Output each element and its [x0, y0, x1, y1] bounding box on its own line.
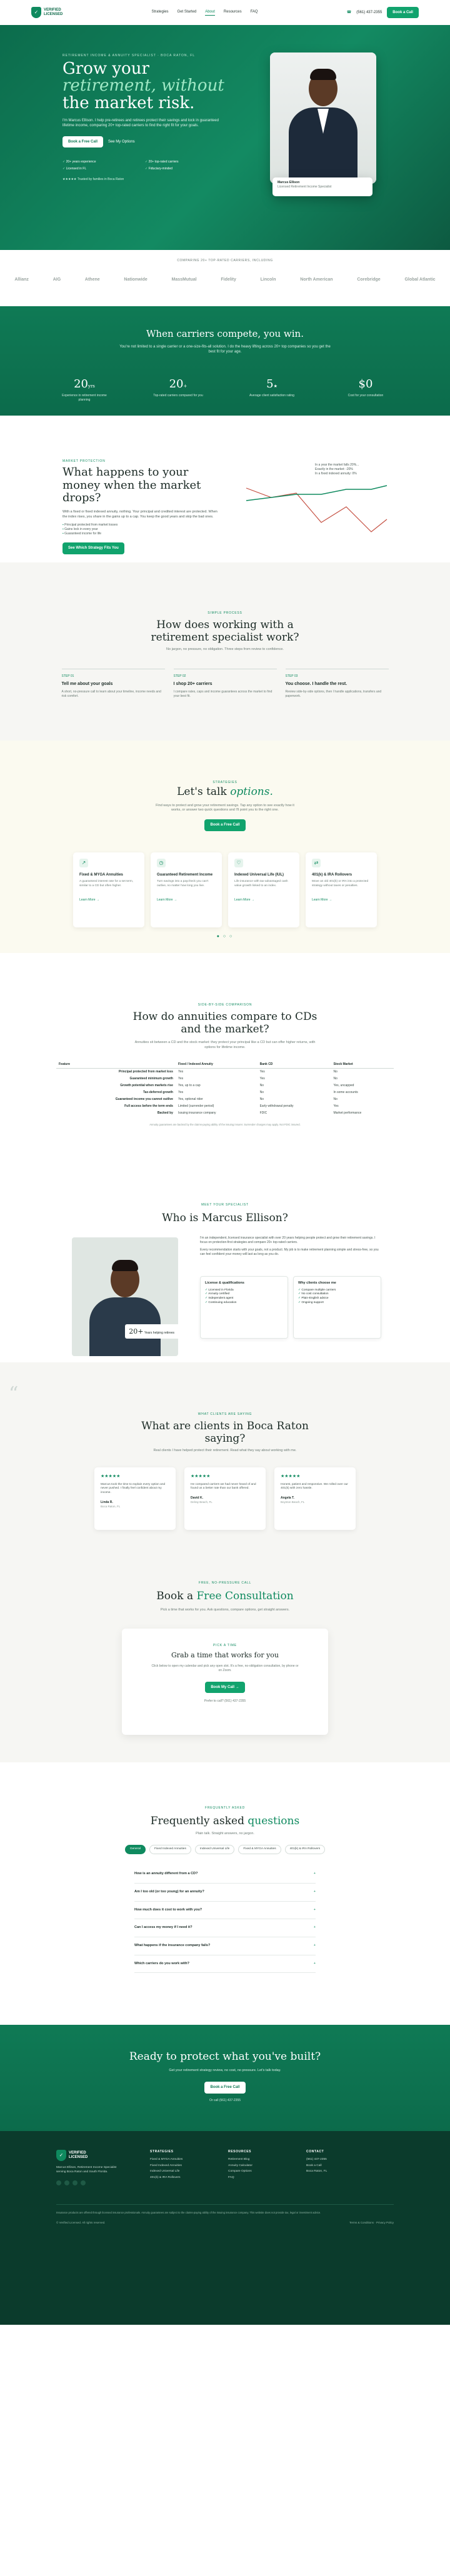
- testimonials-title: What are clients in Boca Raton saying?: [141, 1420, 309, 1445]
- trend-up-icon: ↗: [79, 859, 88, 867]
- options-book-button[interactable]: Book a Free Call: [204, 819, 245, 831]
- faq-item[interactable]: Am I too old (or too young) for an annuity? +: [134, 1884, 316, 1902]
- market-drop-section: [0, 416, 450, 562]
- faq-sub: Plain talk. Straight answers, no jargon.: [196, 1831, 254, 1835]
- hero-check-item: ✓ Licensed in FL: [62, 167, 136, 171]
- testimonial-card: ★★★★★ He compared carriers we had never heard of and found us a better rate than our bank offered. David K. Delray Beach, FL: [184, 1467, 266, 1530]
- footer-col-resources: RESOURCES Retirement Blog Annuity Calculator Compare Options FAQ: [228, 2150, 252, 2180]
- step-item: STEP 03 You choose. I handle the rest. Review side-by-side options, then I handle applications, transfers and paperwork.: [286, 669, 389, 699]
- carrier-logo: Corebridge: [357, 277, 381, 282]
- table-row: Backed by Issuing insurance company FDIC Market performance: [157, 1111, 362, 1116]
- testimonial-card: ★★★★★ Honest, patient and responsive. We rolled over our 401(k) with zero hassle. Angela T. Boynton Beach, FL: [274, 1467, 356, 1530]
- plus-icon: +: [313, 1872, 316, 1876]
- brand-line-1: VERIFIED: [44, 8, 61, 12]
- nav-link-faq[interactable]: FAQ: [250, 10, 258, 14]
- instagram-icon[interactable]: [72, 2180, 78, 2185]
- option-card[interactable]: ♡ Indexed Universal Life (IUL) Life insurance with tax-advantaged cash value growth linked to an index. Learn More →: [228, 852, 299, 927]
- badge-name: Marcus Ellison: [278, 181, 300, 184]
- nav-book-button[interactable]: Book a Call: [387, 7, 419, 18]
- footer-copyright: © Verified Licensed. All rights reserved.: [56, 2221, 106, 2225]
- about-text: I'm an independent, licensed insurance specialist with over 20 years helping people protect and grow their retirement savings. I focus on protection-first strategies and compare 20+ top-rated carriers. Every recommendation starts with your goals, not a product. My job is to make retirement planning simple and stress-free, so you can feel confident your money will last as long as you do.: [200, 1236, 379, 1256]
- compare-disclaimer: Annuity guarantees are backed by the claims-paying ability of the issuing insurer. Surrender charges may apply. Not FDIC insured.: [149, 1123, 301, 1127]
- about-title: Who is Marcus Ellison?: [162, 1212, 288, 1224]
- learn-more-link[interactable]: Learn More →: [234, 898, 254, 902]
- footer-legal: Insurance products are offered through licensed insurance professionals. Annuity guarantees are subject to the claims-paying ability of the issuing insurance company. This website does not provide tax, legal or investment advice.: [56, 2211, 321, 2215]
- options-title: Let's talk options.: [177, 786, 273, 798]
- faq-eyebrow: FREQUENTLY ASKED: [204, 1806, 246, 1810]
- table-row: Full access before the term ends Limited (surrender period) Early withdrawal penalty Yes: [124, 1104, 339, 1109]
- faq-title: Frequently asked questions: [150, 1815, 300, 1827]
- portrait-badge: [272, 177, 372, 196]
- facebook-icon[interactable]: [56, 2180, 61, 2185]
- heart-icon: ♡: [234, 859, 243, 867]
- footer-about: Marcus Ellison, Retirement Income Specialist serving Boca Raton and South Florida.: [56, 2166, 117, 2174]
- how-title: How does working with a retirement specialist work?: [151, 619, 299, 644]
- booking-phone[interactable]: Prefer to call? (561) 437-2355: [204, 1699, 246, 1704]
- hero-title: Grow your retirement, without the market risk.: [62, 59, 224, 112]
- nav-link-about[interactable]: About: [205, 9, 215, 15]
- carrier-logo: Athene: [84, 277, 100, 282]
- book-section: [0, 1556, 450, 1762]
- book-sub: Pick a time that works for you. Ask questions, compare options, get straight answers.: [160, 1607, 290, 1612]
- faq-section: [0, 1762, 450, 2025]
- stat-item: $0 Cost for your consultation: [348, 377, 384, 397]
- learn-more-link[interactable]: Learn More →: [312, 898, 332, 902]
- table-row: Growth potential when markets rise Yes, up to a cap No Yes, uncapped: [120, 1084, 354, 1088]
- about-eyebrow: MEET YOUR SPECIALIST: [201, 1203, 249, 1207]
- learn-more-link[interactable]: Learn More →: [157, 898, 177, 902]
- learn-more-link[interactable]: Learn More →: [79, 898, 99, 902]
- qualifications-box: License & qualifications ✓ Licensed in Florida ✓ Annuity certified ✓ Independent agent ✓ Continuing education: [200, 1276, 288, 1339]
- market-drop-illustration: In a year the market falls 20%... Exactly in the market: -20% In a fixed indexed annuity: 0%: [240, 463, 390, 547]
- hero-lead: I'm Marcus Ellison. I help pre-retirees and retirees protect their savings and lock in guaranteed lifetime income, comparing 20+ top-rated carriers to find the right fit for your goals.: [62, 118, 219, 128]
- booking-card-title: Grab a time that works for you: [171, 1651, 279, 1660]
- plus-icon: +: [313, 1925, 316, 1930]
- clock-icon: ◷: [157, 859, 166, 867]
- book-my-call-button[interactable]: Book My Call →: [205, 1682, 244, 1693]
- compare-title: How do annuities compare to CDs and the market?: [132, 1011, 318, 1036]
- how-eyebrow: SIMPLE PROCESS: [208, 611, 242, 615]
- hero-portrait-card: [270, 52, 376, 202]
- hero-options-link[interactable]: See My Options: [108, 139, 135, 144]
- options-sub: Find ways to protect and grow your retirement savings. Tap any option to see exactly how it works, or answer two quick questions and I'll point you to the right one.: [156, 803, 294, 812]
- shield-check-icon: ✓: [56, 2150, 66, 2161]
- stat-item: 20yrs Experience in retirement income planning: [62, 377, 107, 402]
- drop-eyebrow: MARKET PROTECTION: [62, 459, 106, 463]
- testimonials-section: [0, 1362, 450, 1556]
- stat-item: 20+ Top-rated carriers compared for you: [153, 377, 203, 397]
- nav-link-get-started[interactable]: Get Started: [177, 10, 197, 14]
- carrier-logo: Global Atlantic: [404, 277, 436, 282]
- table-row: Guaranteed income you cannot outlive Yes, optional rider No No: [115, 1097, 338, 1102]
- ready-book-button[interactable]: Book a Free Call: [204, 2082, 245, 2093]
- phone-icon: ☎: [346, 10, 352, 14]
- option-card[interactable]: ↗ Fixed & MYGA Annuities A guaranteed interest rate for a set term, similar to a CD but often higher. Learn More →: [73, 852, 144, 927]
- footer-col-contact: CONTACT (561) 437-2355 Book a Call Boca Raton, FL: [306, 2150, 328, 2174]
- carriers-label: COMPARING 20+ TOP-RATED CARRIERS, INCLUDING: [177, 259, 273, 262]
- top-nav: [0, 0, 450, 25]
- social-links: [56, 2180, 125, 2185]
- stat-item: 5★ Average client satisfaction rating: [249, 377, 294, 397]
- option-card[interactable]: ◷ Guaranteed Retirement Income Turn savings into a paycheck you can't outlive, no matter how long you live. Learn More →: [151, 852, 222, 927]
- hero-check-item: ✓ 20+ top-rated carriers: [145, 160, 219, 164]
- plus-icon: +: [313, 1889, 316, 1894]
- book-eyebrow: FREE, NO-PRESSURE CALL: [198, 1581, 252, 1585]
- quote-mark-icon: “: [9, 1383, 19, 1405]
- faq-item[interactable]: How is an annuity different from a CD? +: [134, 1865, 316, 1884]
- table-header-row: Feature Fixed / Indexed Annuity Bank CD Stock Market: [56, 1061, 394, 1069]
- drop-text: With a fixed or fixed indexed annuity, nothing. Your principal and credited interest are protected. When the index rises, you share in the gains up to a cap. You keep the good years and skip the bad ones.: [62, 510, 218, 519]
- hero-check-item: ✓ 20+ years experience: [62, 160, 136, 164]
- footer: [0, 2131, 450, 2325]
- how-it-works-section: [0, 562, 450, 741]
- faq-item[interactable]: Which carriers do you work with? +: [134, 1955, 316, 1974]
- step-item: STEP 01 Tell me about your goals A short, no-pressure call to learn about your timeline, income needs and risk comfort.: [62, 669, 165, 699]
- brand-logo[interactable]: [31, 7, 62, 18]
- about-section: [0, 1156, 450, 1362]
- brand-line-2: LICENSED: [44, 12, 63, 16]
- carrier-logo: Nationwide: [124, 277, 148, 282]
- hero-section: [0, 25, 450, 250]
- specialist-photo: [72, 1237, 178, 1356]
- plus-icon: +: [313, 1961, 316, 1965]
- stats-text: You're not limited to a single carrier or a one-size-fits-all solution. I do the heavy lifting across 20+ top companies so you get the best fit for your age.: [119, 345, 331, 354]
- testimonial-card: ★★★★★ Marcus took the time to explain every option and never pushed. I finally feel confident about my income. Linda R. Boca Raton, FL: [94, 1467, 176, 1530]
- star-rating-icon: ★★★★★: [281, 1474, 301, 1479]
- table-row: Guaranteed minimum growth Yes Yes No: [129, 1077, 338, 1081]
- drop-bullets: ▪ Principal protected from market losses ▪ Gains lock in every year ▪ Guaranteed income for life: [62, 523, 450, 536]
- table-row: Principal protected from market loss Yes Yes No: [118, 1070, 338, 1074]
- ready-text: Get your retirement strategy review, no cost, no pressure. Let's talk today.: [169, 2068, 281, 2072]
- compare-sub: Annuities sit between a CD and the stock market: they protect your principal like a CD but can offer higher returns, with options for lifetime income.: [134, 1041, 316, 1049]
- plus-icon: +: [313, 1943, 316, 1947]
- compare-section: [0, 953, 450, 1156]
- faq-tab[interactable]: Indexed Universal Life: [195, 1845, 234, 1854]
- plus-icon: +: [313, 1907, 316, 1912]
- options-section: [0, 741, 450, 953]
- footer-divider: [56, 2204, 394, 2205]
- footer-brand: ✓ VERIFIED LICENSED Marcus Ellison, Retirement Income Specialist serving Boca Raton and South Florida.: [56, 2150, 125, 2185]
- faq-tabs: [0, 1845, 450, 1854]
- nav-phone[interactable]: (561) 437-2355: [356, 10, 382, 14]
- hero-check-item: ✓ Fiduciary-minded: [145, 167, 219, 171]
- badge-role: Licensed Retirement Income Specialist: [278, 185, 332, 189]
- stats-section: [0, 306, 450, 416]
- hero-rating: ★★★★★ Trusted by families in Boca Raton: [62, 177, 124, 182]
- step-item: STEP 02 I shop 20+ carriers I compare rates, caps and income guarantees across the market to find your best fit.: [174, 669, 277, 699]
- faq-item[interactable]: How much does it cost to work with you? +: [134, 1902, 316, 1920]
- testimonials-sub: Real clients I have helped protect their retirement. Read what they say about working with me.: [153, 1449, 297, 1453]
- option-card[interactable]: ⇄ 401(k) & IRA Rollovers Move an old 401(k) or IRA into a protected strategy without taxes or penalties. Learn More →: [306, 852, 377, 927]
- ready-phone[interactable]: Or call (561) 437-2355: [209, 2098, 241, 2102]
- carriers-section: [0, 250, 450, 306]
- book-title: Book a Free Consultation: [156, 1590, 294, 1602]
- carrier-logo: North American: [300, 277, 333, 282]
- nav-links: [152, 9, 258, 15]
- ready-title: Ready to protect what you've built?: [129, 2050, 321, 2063]
- stats-title: When carriers compete, you win.: [146, 328, 304, 339]
- how-sub: No jargon, no pressure, no obligation. Three steps from review to confidence.: [166, 647, 284, 652]
- star-rating-icon: ★★★★★: [191, 1474, 211, 1479]
- hero-book-button[interactable]: Book a Free Call: [62, 136, 103, 147]
- carrier-logo: Fidelity: [221, 277, 236, 282]
- years-badge: 20+ Years helping retirees: [125, 1324, 178, 1339]
- shield-check-icon: ✓: [31, 7, 41, 18]
- transfer-icon: ⇄: [312, 859, 321, 867]
- drop-strategy-button[interactable]: See Which Strategy Fits You: [62, 542, 124, 554]
- ready-cta-section: [0, 2025, 450, 2131]
- linkedin-icon[interactable]: [64, 2180, 69, 2185]
- booking-card: PICK A TIME Grab a time that works for you Click below to open my calendar and pick any open slot. It's a free, no-obligation consultation, by phone or on Zoom. Book My Call → Prefer to call? (561) 437-2355: [122, 1629, 328, 1735]
- comparison-table: [56, 1061, 394, 1117]
- hero-checks: [62, 160, 219, 171]
- options-eyebrow: STRATEGIES: [212, 781, 238, 784]
- nav-link-strategies[interactable]: Strategies: [151, 10, 169, 14]
- hero-eyebrow: RETIREMENT INCOME & ANNUITY SPECIALIST · BOCA RATON, FL: [62, 54, 196, 57]
- footer-col-strategies: STRATEGIES Fixed & MYGA Annuities Fixed Indexed Annuities Indexed Universal Life 401(k) & IRA Rollovers: [150, 2150, 183, 2180]
- carrier-logos: [0, 277, 450, 283]
- table-row: Tax-deferred growth Yes No In some accounts: [142, 1091, 358, 1095]
- faq-item[interactable]: What happens if the insurance company fails? +: [134, 1937, 316, 1955]
- faq-tab[interactable]: Fixed Indexed Annuities: [149, 1845, 191, 1854]
- nav-link-resources[interactable]: Resources: [223, 10, 242, 14]
- carrier-logo: AIG: [52, 277, 61, 282]
- portrait-photo: [270, 52, 376, 184]
- carrier-logo: MassMutual: [171, 277, 197, 282]
- faq-item[interactable]: Can I access my money if I need it? +: [134, 1919, 316, 1937]
- footer-links[interactable]: Terms & Conditions · Privacy Policy: [349, 2221, 394, 2225]
- faq-tab[interactable]: 401(k) & IRA Rollovers: [285, 1845, 326, 1854]
- testimonials-eyebrow: WHAT CLIENTS ARE SAYING: [198, 1412, 252, 1416]
- faq-tab[interactable]: General: [125, 1845, 146, 1854]
- faq-tab[interactable]: Fixed & MYGA Annuities: [238, 1845, 281, 1854]
- carrier-logo: Allianz: [14, 277, 29, 282]
- youtube-icon[interactable]: [81, 2180, 86, 2185]
- star-rating-icon: ★★★★★: [101, 1474, 121, 1479]
- faq-list: [134, 1865, 316, 1973]
- carrier-logo: Lincoln: [260, 277, 276, 282]
- drop-title: What happens to your money when the market drops?: [62, 466, 201, 505]
- carousel-dots[interactable]: ● ○ ○: [216, 934, 234, 939]
- why-choose-box: Why clients choose me ✓ Compare multiple carriers ✓ No cost consultation ✓ Plain-English advice ✓ Ongoing support: [293, 1276, 381, 1339]
- compare-eyebrow: SIDE-BY-SIDE COMPARISON: [198, 1003, 252, 1007]
